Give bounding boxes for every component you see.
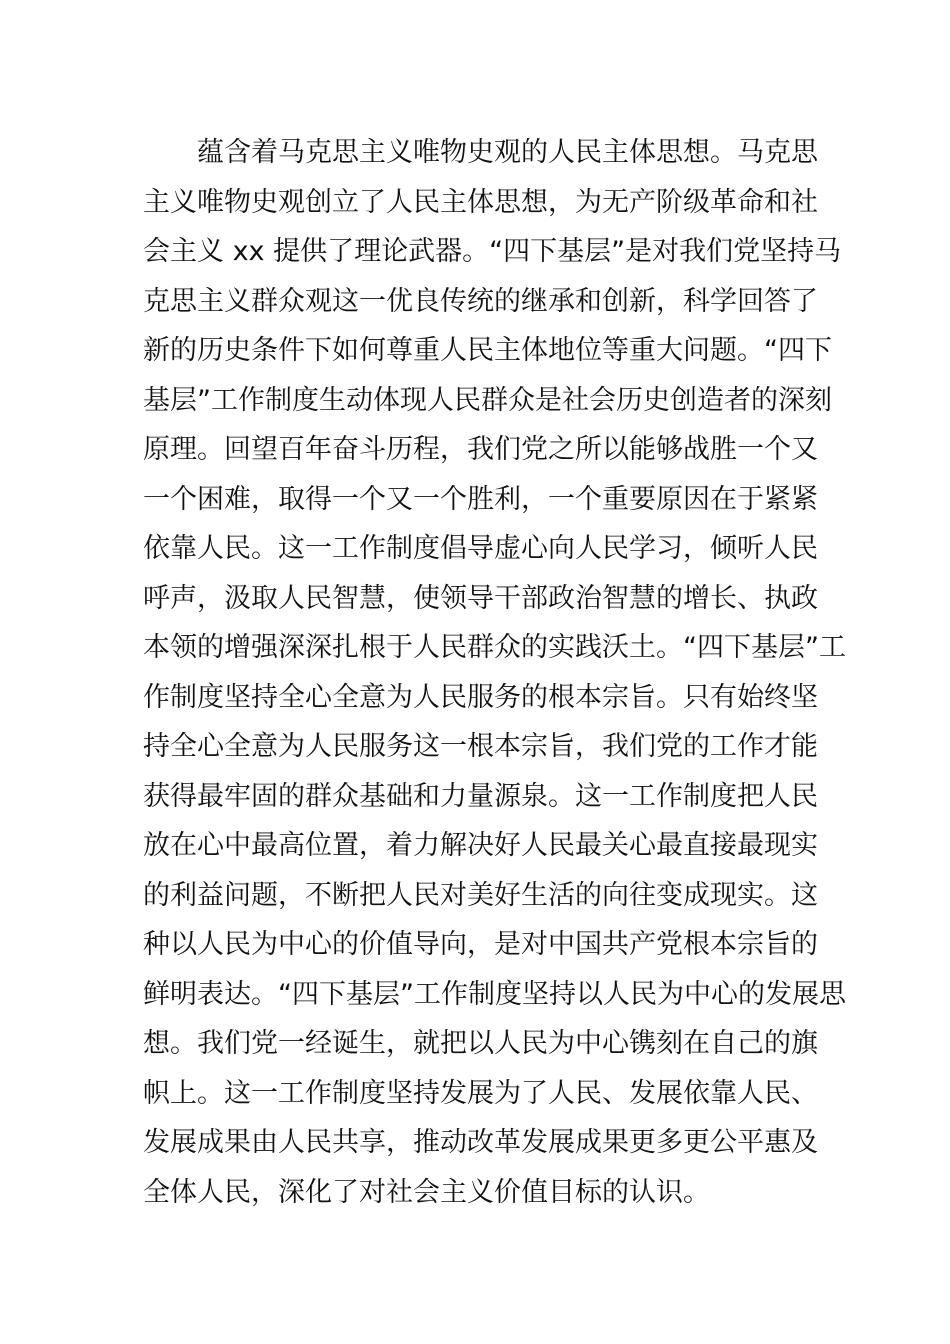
- text-line: 种以人民为中心的价值导向，是对中国共产党根本宗旨的: [143, 929, 818, 960]
- body-paragraph: [143, 128, 846, 1217]
- text-line: 基层”工作制度生动体现人民群众是社会历史创造者的深刻: [143, 384, 832, 416]
- text-line: 一个困难，取得一个又一个胜利，一个重要原因在于紧紧: [143, 483, 818, 515]
- text-line: 克思主义群众观这一优良传统的继承和创新，科学回答了: [143, 285, 818, 317]
- text-line: 呼声，汲取人民智慧，使领导干部政治智慧的增长、执政: [143, 582, 818, 614]
- text-line: 获得最牢固的群众基础和力量源泉。这一工作制度把人民: [143, 780, 818, 812]
- text-line: 依靠人民。这一工作制度倡导虚心向人民学习，倾听人民: [143, 533, 818, 564]
- text-line: 的利益问题，不断把人民对美好生活的向往变成现实。这: [143, 879, 818, 911]
- text-line: 发展成果由人民共享，推动改革发展成果更多更公平惠及: [143, 1127, 818, 1158]
- text-line: 全体人民，深化了对社会主义价值目标的认识。: [143, 1176, 710, 1208]
- text-line: 持全心全意为人民服务这一根本宗旨，我们党的工作才能: [143, 731, 818, 762]
- text-line: 原理。回望百年奋斗历程，我们党之所以能够战胜一个又: [143, 434, 818, 465]
- text-line: 作制度坚持全心全意为人民服务的根本宗旨。只有始终坚: [143, 681, 818, 713]
- text-line: 本领的增强深深扎根于人民群众的实践沃土。“四下基层”工: [143, 632, 846, 663]
- text-line: 鲜明表达。“四下基层”工作制度坚持以人民为中心的发展思: [143, 978, 846, 1010]
- text-line: 放在心中最高位置，着力解决好人民最关心最直接最现实: [143, 830, 818, 861]
- text-line: 主义唯物史观创立了人民主体思想，为无产阶级革命和社: [143, 186, 818, 218]
- text-line: 蕴含着马克思主义唯物史观的人民主体思想。马克思: [197, 137, 818, 168]
- text-line: 想。我们党一经诞生，就把以人民为中心镌刻在自己的旗: [143, 1028, 818, 1059]
- text-line: 新的历史条件下如何尊重人民主体地位等重大问题。“四下: [143, 335, 832, 366]
- text-line: 帜上。这一工作制度坚持发展为了人民、发展依靠人民、: [143, 1077, 818, 1109]
- text-line: 会主义 xx 提供了理论武器。“四下基层”是对我们党坚持马: [143, 236, 842, 267]
